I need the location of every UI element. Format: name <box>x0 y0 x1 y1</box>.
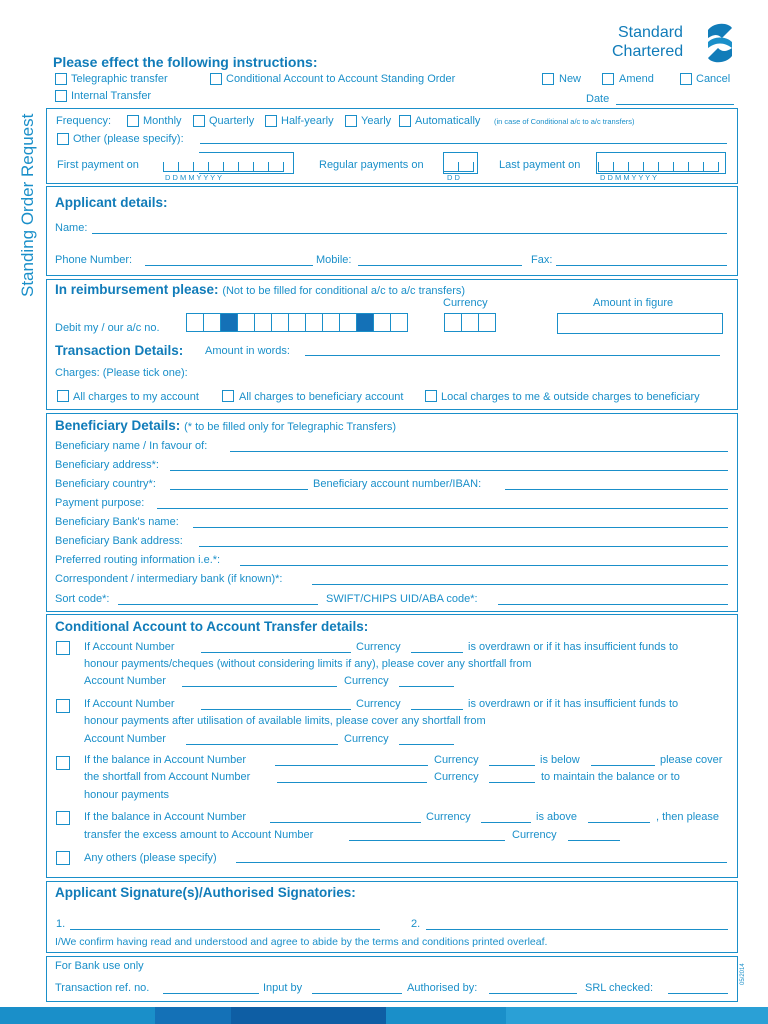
beneficiary-heading <box>55 418 396 433</box>
brand-swirl-icon <box>704 20 736 66</box>
signature-confirm-text: I/We confirm having read and understood and agree to abide by the terms and conditions printed overleaf. <box>55 936 548 948</box>
option-telegraphic-label: Telegraphic transfer <box>71 73 168 85</box>
action-amend-checkbox[interactable] <box>602 73 614 85</box>
version-code: 05/2014 <box>740 963 746 985</box>
ben-name-label: Beneficiary name / In favour of: <box>55 440 208 452</box>
amount-figure-field[interactable] <box>557 313 723 334</box>
c1-d: honour payments/cheques (without considering limits if any), please cover any shortfall from <box>84 658 532 670</box>
charge-option-2-label: All charges to beneficiary account <box>239 391 404 403</box>
input-by-field[interactable] <box>312 993 402 994</box>
c3-account-field[interactable] <box>275 765 428 766</box>
freq-automatically-note: (in case of Conditional a/c to a/c transfers) <box>494 117 635 126</box>
ben-purpose-field[interactable] <box>157 508 728 509</box>
applicant-fax-label: Fax: <box>531 254 553 266</box>
c2-e: Account Number <box>84 733 166 745</box>
conditional-4-checkbox[interactable] <box>56 811 70 825</box>
applicant-phone-field[interactable] <box>145 265 313 266</box>
c2-account-field[interactable] <box>201 709 351 710</box>
action-cancel-checkbox[interactable] <box>680 73 692 85</box>
freq-automatically-checkbox[interactable] <box>399 115 411 127</box>
c3-currency-field[interactable] <box>489 765 535 766</box>
applicant-phone-label: Phone Number: <box>55 254 133 266</box>
txn-ref-label: Transaction ref. no. <box>55 982 150 994</box>
charge-option-3-checkbox[interactable] <box>425 390 437 402</box>
c2-f: Currency <box>344 733 389 745</box>
c1-cover-account-field[interactable] <box>182 686 337 687</box>
reimbursement-heading <box>55 282 465 297</box>
bottom-bar <box>0 1007 768 1024</box>
amount-words-label: Amount in words: <box>205 345 290 357</box>
c3-h: honour payments <box>84 789 169 801</box>
freq-other-field[interactable] <box>200 143 727 144</box>
srl-checked-label: SRL checked: <box>585 982 654 994</box>
ben-country-field[interactable] <box>170 489 308 490</box>
option-internal-label: Internal Transfer <box>71 90 152 102</box>
instructions-heading: Please effect the following instructions: <box>53 54 318 70</box>
action-new-checkbox[interactable] <box>542 73 554 85</box>
beneficiary-heading-text: Beneficiary Details: <box>55 418 181 433</box>
action-cancel-label: Cancel <box>696 73 731 85</box>
regular-payments-hint: D D <box>447 173 460 182</box>
signature-2-field[interactable] <box>426 929 728 930</box>
c3-e: the shortfall from Account Number <box>84 771 251 783</box>
transaction-heading: Transaction Details: <box>55 343 184 358</box>
charge-option-2-checkbox[interactable] <box>222 390 234 402</box>
option-conditional-checkbox[interactable] <box>210 73 222 85</box>
c1-c: is overdrawn or if it has insufficient funds to <box>468 641 679 653</box>
c3-a: If the balance in Account Number <box>84 754 247 766</box>
c5-other-field[interactable] <box>236 862 727 863</box>
applicant-name-label: Name: <box>55 222 88 234</box>
option-telegraphic-checkbox[interactable] <box>55 73 67 85</box>
reimbursement-heading-text: In reimbursement please: <box>55 282 219 297</box>
c4-to-account-field[interactable] <box>349 840 505 841</box>
regular-payments-frame <box>443 152 478 174</box>
signature-2-label: 2. <box>411 918 421 930</box>
c1-account-field[interactable] <box>201 652 351 653</box>
c3-f: Currency <box>434 771 479 783</box>
reimbursement-note: (Not to be filled for conditional a/c to a/c transfers) <box>222 285 466 297</box>
freq-monthly-checkbox[interactable] <box>127 115 139 127</box>
ben-swift-field[interactable] <box>498 604 728 605</box>
applicant-fax-field[interactable] <box>556 265 727 266</box>
c3-from-currency-field[interactable] <box>489 782 535 783</box>
c1-e: Account Number <box>84 675 166 687</box>
freq-quarterly-label: Quarterly <box>209 115 255 127</box>
amount-words-field[interactable] <box>305 355 720 356</box>
ben-correspondent-field[interactable] <box>312 584 728 585</box>
c1-f: Currency <box>344 675 389 687</box>
c3-d: please cover <box>660 754 723 766</box>
last-payment-date-field[interactable] <box>598 162 719 172</box>
ben-country-label: Beneficiary country*: <box>55 478 156 490</box>
currency-field[interactable] <box>444 313 496 332</box>
applicant-heading: Applicant details: <box>55 195 168 210</box>
signature-heading: Applicant Signature(s)/Authorised Signatories: <box>55 885 356 900</box>
conditional-5-checkbox[interactable] <box>56 851 70 865</box>
ben-bank-name-label: Beneficiary Bank's name: <box>55 516 179 528</box>
c1-a: If Account Number <box>84 641 175 653</box>
applicant-mobile-label: Mobile: <box>316 254 352 266</box>
srl-checked-field[interactable] <box>668 993 728 994</box>
beneficiary-note: (* to be filled only for Telegraphic Transfers) <box>184 421 397 433</box>
ben-correspondent-label: Correspondent / intermediary bank (if known)*: <box>55 573 283 585</box>
brand-name-line2: Chartered <box>612 43 684 60</box>
txn-ref-field[interactable] <box>163 993 259 994</box>
input-by-label: Input by <box>263 982 303 994</box>
currency-label: Currency <box>443 297 488 309</box>
ben-account-field[interactable] <box>505 489 728 490</box>
option-conditional-label: Conditional Account to Account Standing Order <box>226 73 456 85</box>
ben-routing-label: Preferred routing information i.e.*: <box>55 554 221 566</box>
conditional-heading: Conditional Account to Account Transfer details: <box>55 619 369 634</box>
c4-amount-field[interactable] <box>588 822 650 823</box>
action-amend-label: Amend <box>619 73 654 85</box>
c4-account-field[interactable] <box>270 822 421 823</box>
ben-bank-name-field[interactable] <box>193 527 728 528</box>
freq-automatically-label: Automatically <box>415 115 481 127</box>
date-label: Date <box>586 93 610 105</box>
c4-f: Currency <box>512 829 557 841</box>
ben-account-label: Beneficiary account number/IBAN: <box>313 478 482 490</box>
freq-yearly-checkbox[interactable] <box>345 115 357 127</box>
debit-account-label: Debit my / our a/c no. <box>55 322 160 334</box>
side-title: Standing Order Request <box>18 113 37 297</box>
ben-bank-address-label: Beneficiary Bank address: <box>55 535 183 547</box>
c4-a: If the balance in Account Number <box>84 811 247 823</box>
ben-sort-field[interactable] <box>118 604 318 605</box>
c2-cover-account-field[interactable] <box>186 744 338 745</box>
amount-figure-label: Amount in figure <box>593 297 674 309</box>
ben-bank-address-field[interactable] <box>199 546 728 547</box>
freq-monthly-label: Monthly <box>143 115 182 127</box>
c4-b: Currency <box>426 811 471 823</box>
c2-cover-currency-field[interactable] <box>399 744 454 745</box>
option-internal-checkbox[interactable] <box>55 90 67 102</box>
c3-c: is below <box>540 754 580 766</box>
signature-1-label: 1. <box>56 918 66 930</box>
c2-a: If Account Number <box>84 698 175 710</box>
c5-a: Any others (please specify) <box>84 852 217 864</box>
c3-from-account-field[interactable] <box>277 782 427 783</box>
first-payment-label: First payment on <box>57 159 139 171</box>
regular-payments-label: Regular payments on <box>319 159 424 171</box>
authorised-by-field[interactable] <box>489 993 577 994</box>
c4-c: is above <box>536 811 577 823</box>
freq-yearly-label: Yearly <box>361 115 392 127</box>
bottom-bar-segment-2 <box>231 1007 386 1024</box>
charges-label: Charges: (Please tick one): <box>55 367 188 379</box>
ben-address-label: Beneficiary address*: <box>55 459 159 471</box>
authorised-by-label: Authorised by: <box>407 982 478 994</box>
applicant-mobile-field[interactable] <box>358 265 522 266</box>
c4-d: , then please <box>656 811 719 823</box>
freq-quarterly-checkbox[interactable] <box>193 115 205 127</box>
ben-sort-label: Sort code*: <box>55 593 110 605</box>
c3-b: Currency <box>434 754 479 766</box>
bottom-bar-segment-4 <box>506 1007 768 1024</box>
brand-logo <box>612 24 742 66</box>
freq-other-checkbox[interactable] <box>57 133 69 145</box>
c2-d: honour payments after utilisation of available limits, please cover any shortfall from <box>84 715 486 727</box>
freq-halfyearly-checkbox[interactable] <box>265 115 277 127</box>
c3-amount-field[interactable] <box>591 765 655 766</box>
first-payment-hint: D D M M Y Y Y Y <box>165 173 222 182</box>
conditional-2-checkbox[interactable] <box>56 699 70 713</box>
c3-g: to maintain the balance or to <box>541 771 680 783</box>
ben-routing-field[interactable] <box>240 565 728 566</box>
bank-use-heading: For Bank use only <box>55 960 144 972</box>
ben-swift-label: SWIFT/CHIPS UID/ABA code*: <box>326 593 478 605</box>
c4-currency-field[interactable] <box>481 822 531 823</box>
last-payment-hint: D D M M Y Y Y Y <box>600 173 657 182</box>
ben-address-field[interactable] <box>170 470 728 471</box>
ben-purpose-label: Payment purpose: <box>55 497 145 509</box>
conditional-1-checkbox[interactable] <box>56 641 70 655</box>
signature-1-field[interactable] <box>70 929 380 930</box>
date-field[interactable] <box>616 104 734 105</box>
brand-name-line1: Standard <box>618 24 683 41</box>
freq-other-label: Other (please specify): <box>73 133 184 145</box>
c2-b: Currency <box>356 698 401 710</box>
action-new-label: New <box>559 73 582 85</box>
c1-currency-field[interactable] <box>411 652 463 653</box>
conditional-3-checkbox[interactable] <box>56 756 70 770</box>
charge-option-1-label: All charges to my account <box>73 391 199 403</box>
c2-c: is overdrawn or if it has insufficient funds to <box>468 698 679 710</box>
c1-cover-currency-field[interactable] <box>399 686 454 687</box>
bottom-bar-segment-1 <box>155 1007 231 1024</box>
freq-halfyearly-label: Half-yearly <box>281 115 334 127</box>
debit-account-field[interactable] <box>186 313 408 332</box>
c1-b: Currency <box>356 641 401 653</box>
bottom-bar-segment-3 <box>386 1007 506 1024</box>
charge-option-1-checkbox[interactable] <box>57 390 69 402</box>
c2-currency-field[interactable] <box>411 709 463 710</box>
first-payment-frame <box>199 152 294 174</box>
c4-e: transfer the excess amount to Account Number <box>84 829 314 841</box>
charge-option-3-label: Local charges to me & outside charges to beneficiary <box>441 391 700 403</box>
ben-name-field[interactable] <box>230 451 728 452</box>
frequency-label: Frequency: <box>56 115 112 127</box>
applicant-name-field[interactable] <box>92 233 727 234</box>
last-payment-label: Last payment on <box>499 159 581 171</box>
bank-use-section <box>46 956 738 1002</box>
c4-to-currency-field[interactable] <box>568 840 620 841</box>
